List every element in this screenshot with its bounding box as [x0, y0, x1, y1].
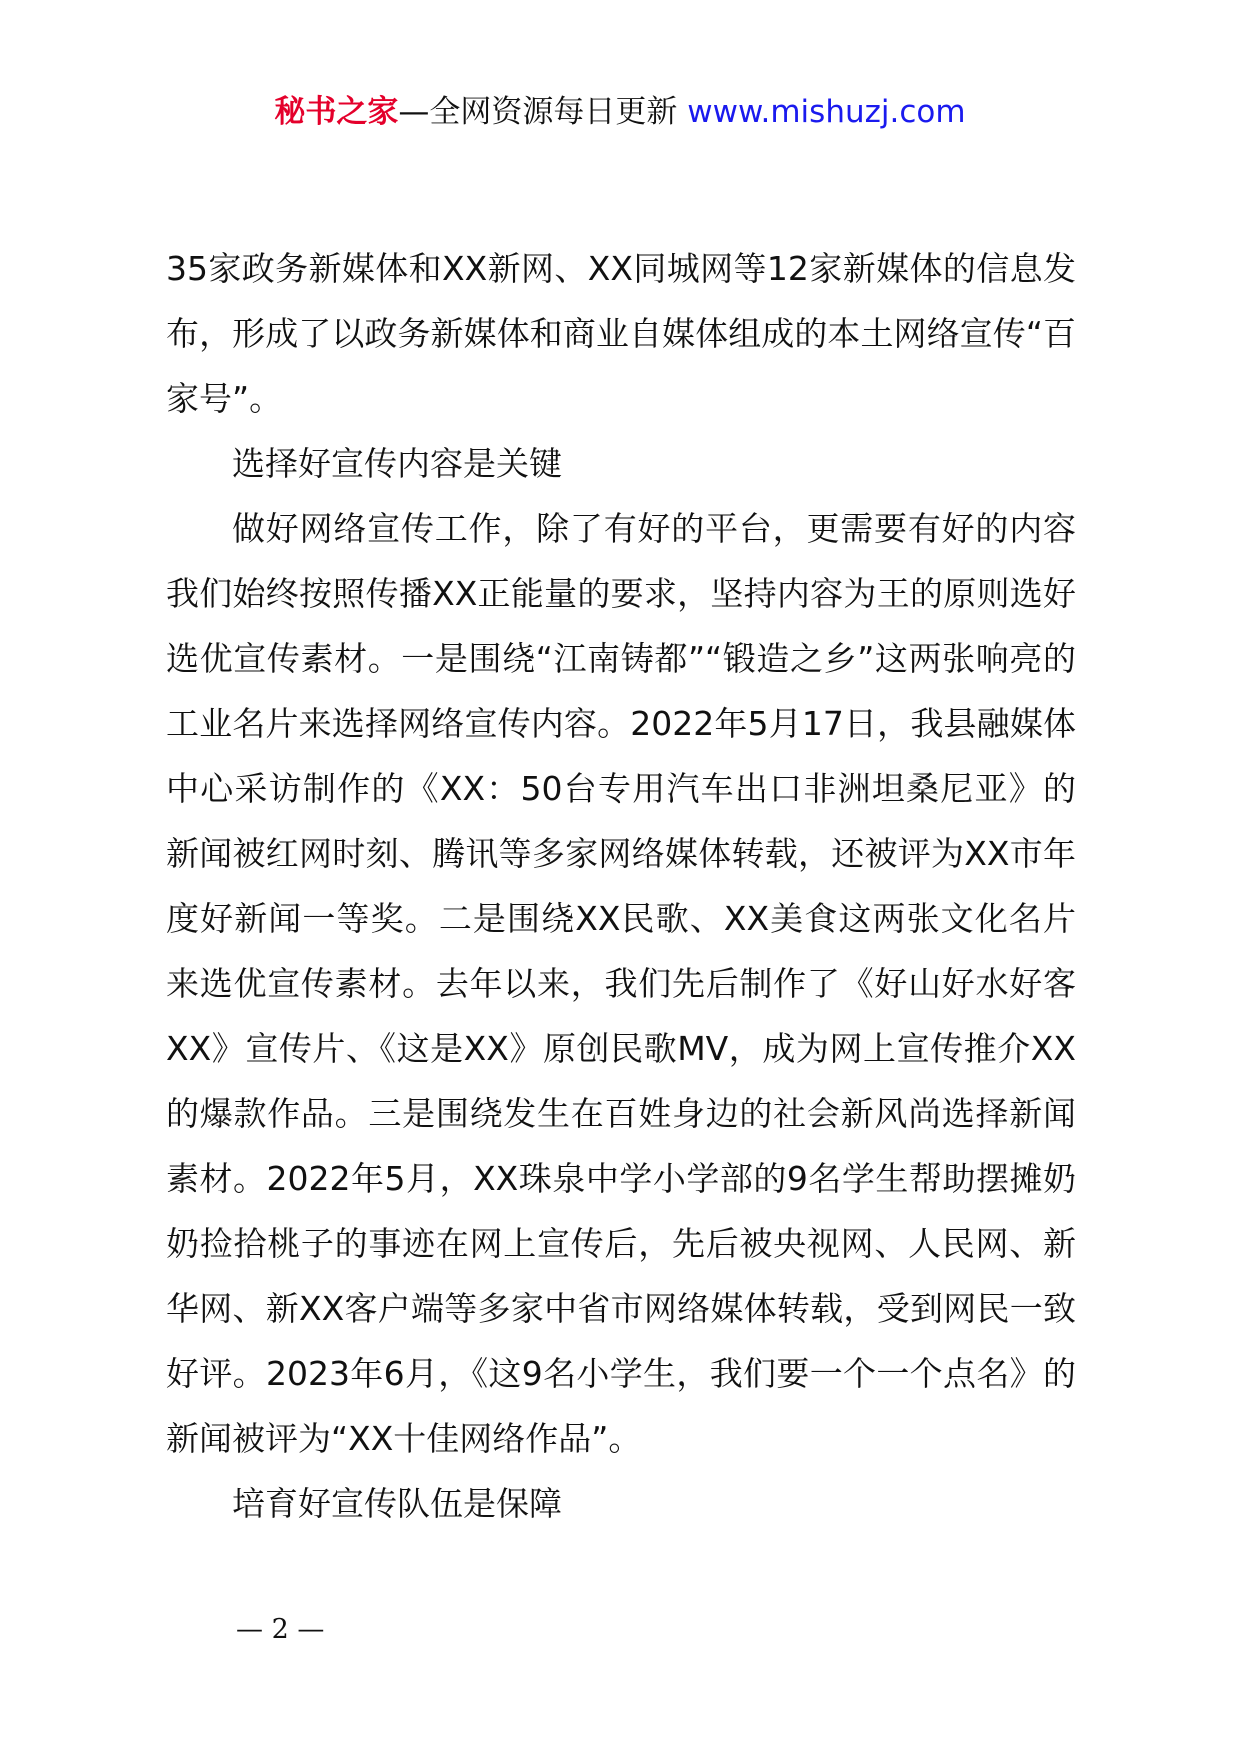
section-heading-content: 选择好宣传内容是关键 — [232, 444, 562, 483]
site-slogan: —全网资源每日更新 — [398, 94, 688, 130]
site-url-link[interactable]: www.mishuzj.com — [687, 94, 966, 130]
site-brand-name: 秘书之家 — [274, 94, 399, 130]
site-header — [0, 92, 1240, 132]
paragraph-continuation: 35家政务新媒体和XX新网、XX同城网等12家新媒体的信息发布，形成了以政务新媒体和商业自媒体组成的本土网络宣传“百家号”。 — [166, 249, 1076, 418]
paragraph-content-selection: 做好网络宣传工作，除了有好的平台，更需要有好的内容我们始终按照传播XX正能量的要求，坚持内容为王的原则选好选优宣传素材。一是围绕“江南铸都”“锻造之乡”这两张响亮的工业名片来选择网络宣传内容。2022年5月17日，我县融媒体中心采访制作的《XX：50台专用汽车出口非洲坦桑尼亚》的新闻被红网时刻、腾讯等多家网络媒体转载，还被评为XX市年度好新闻一等奖。二是围绕XX民歌、XX美食这两张文化名片来选优宣传素材。去年以来，我们先后制作了《好山好水好客XX》宣传片、《这是XX》原创民歌MV，成为网上宣传推介XX的爆款作品。三是围绕发生在百姓身边的社会新风尚选择新闻素材。2022年5月，XX珠泉中学小学部的9名学生帮助摆摊奶奶捡拾桃子的事迹在网上宣传后，先后被央视网、人民网、新华网、新XX客户端等多家中省市网络媒体转载，受到网民一致好评。2023年6月，《这9名小学生，我们要一个一个点名》的新闻被评为“XX十佳网络作品”。 — [166, 509, 1076, 1458]
page-number: — 2 — — [236, 1614, 325, 1645]
section-heading-team: 培育好宣传队伍是保障 — [232, 1484, 562, 1523]
document-body — [166, 236, 1076, 1536]
